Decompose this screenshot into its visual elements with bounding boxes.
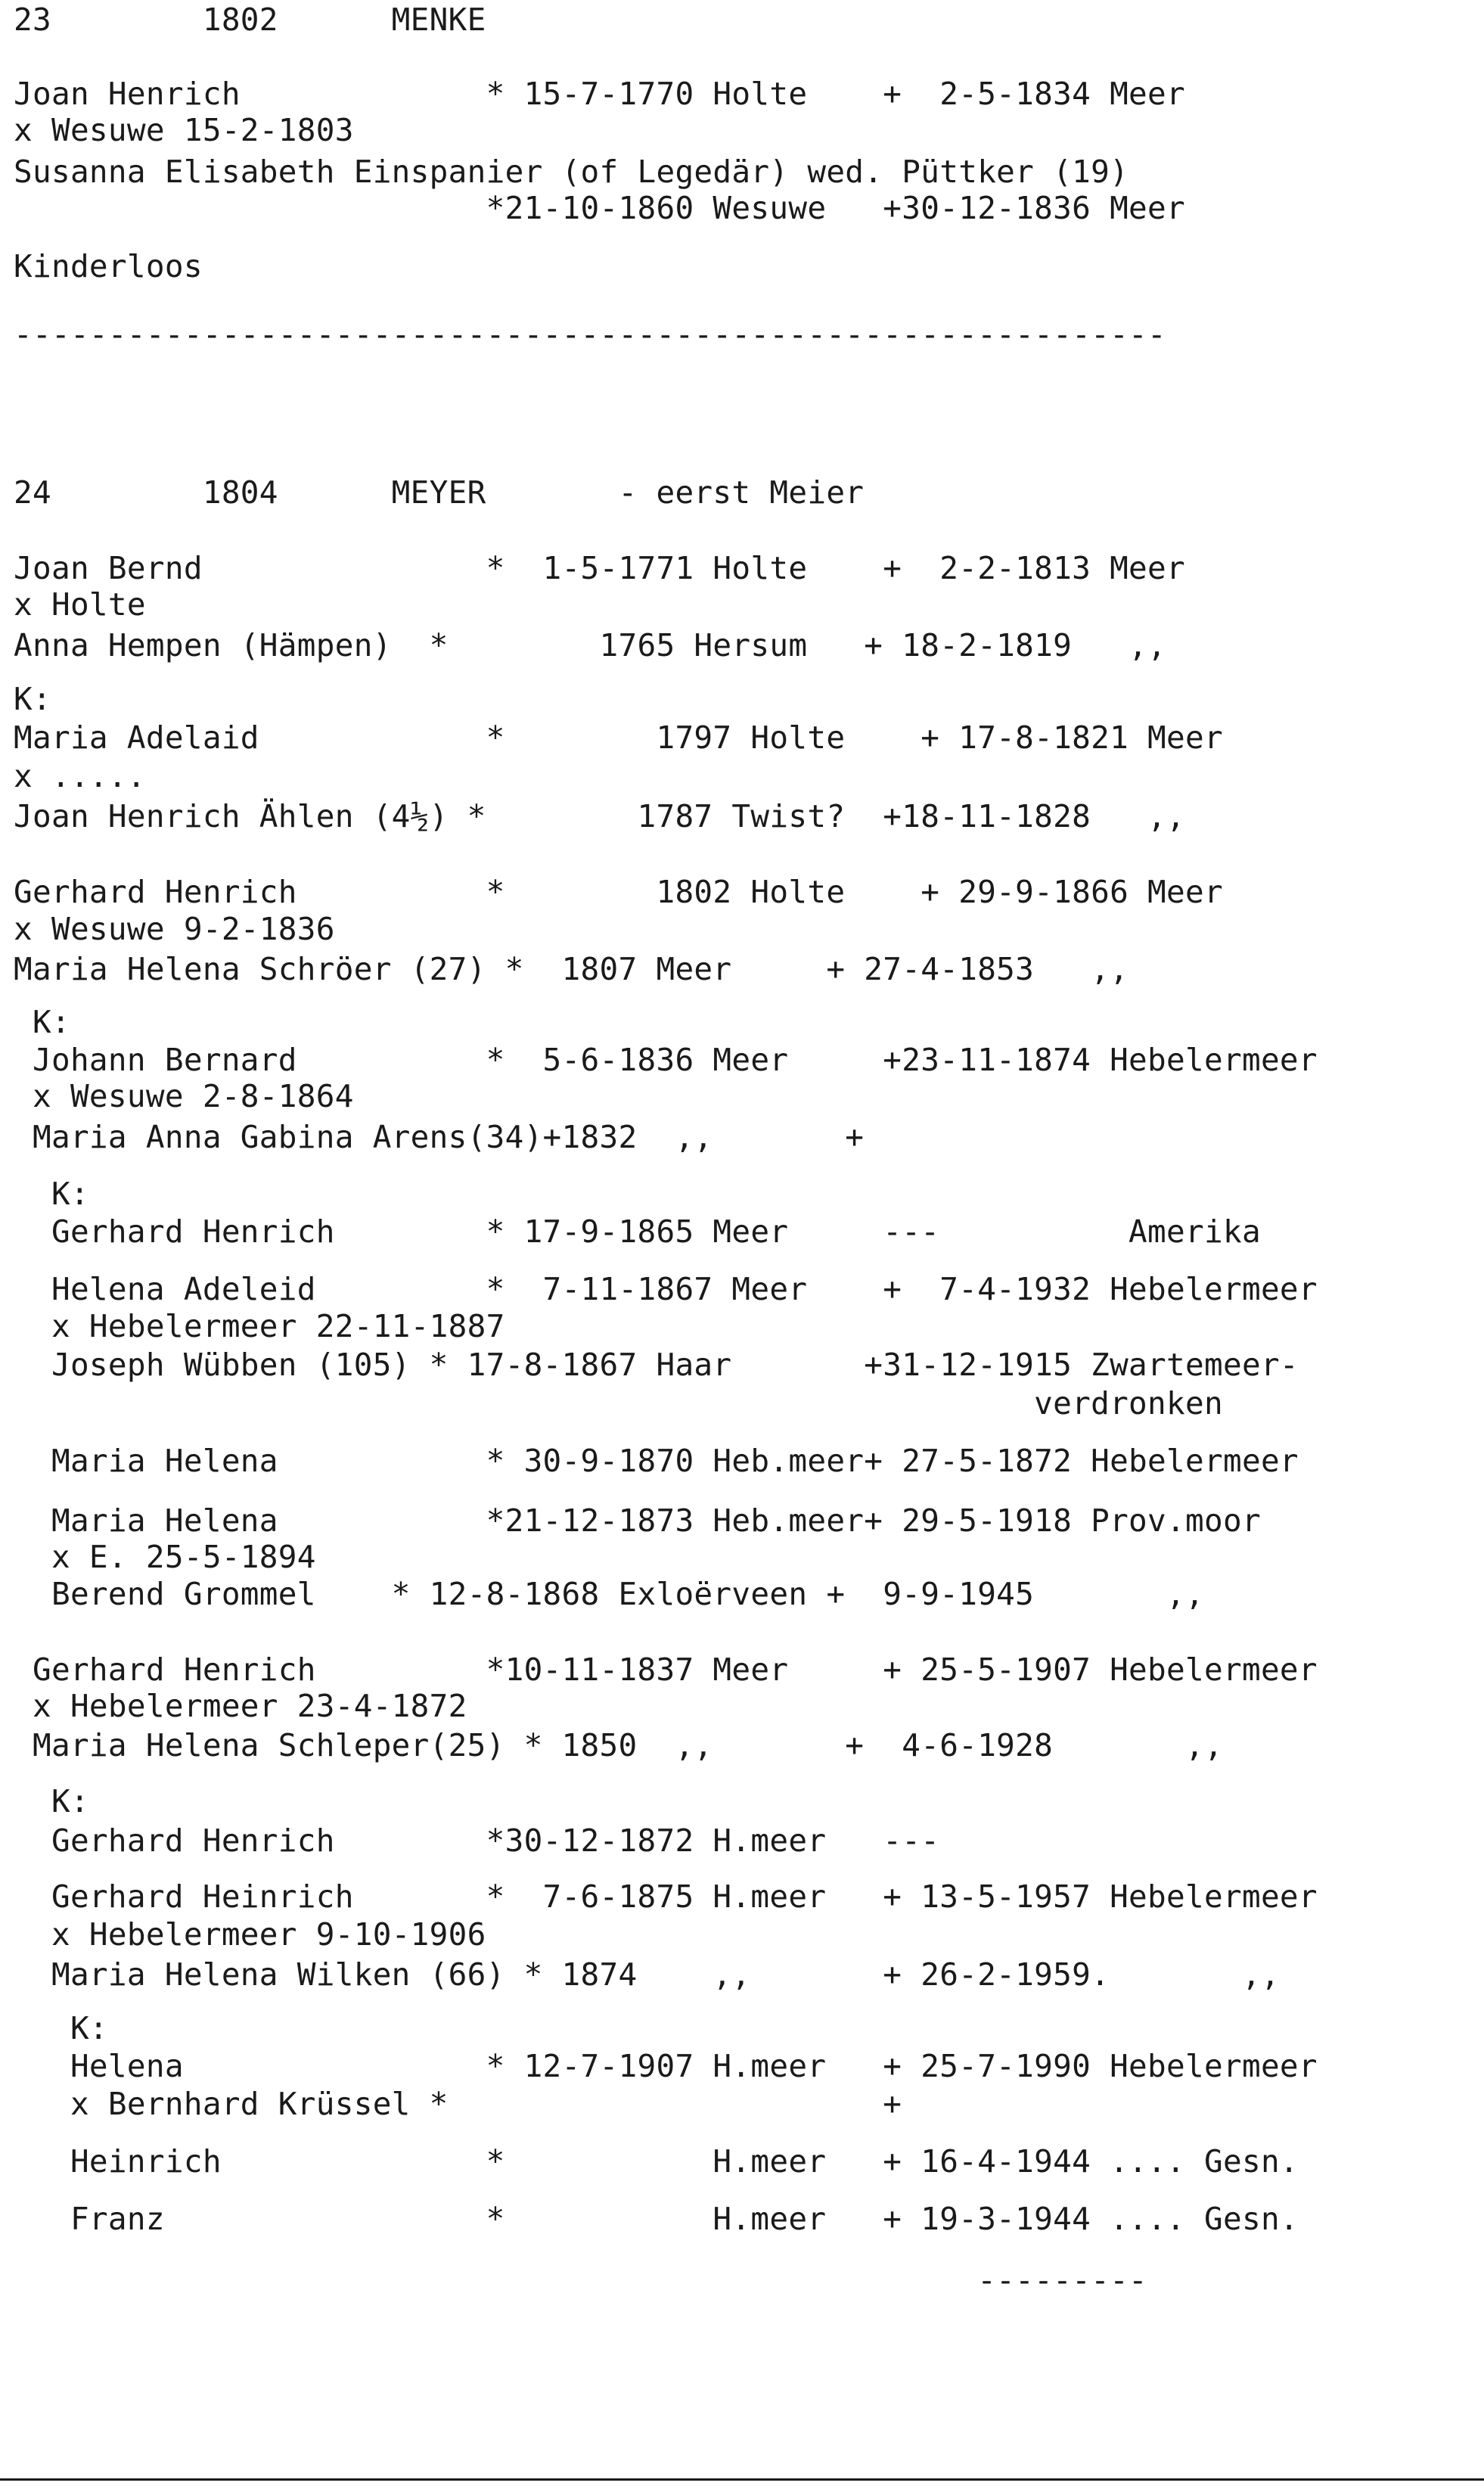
text-line: x Wesuwe 9-2-1836 — [14, 911, 335, 947]
bottom-rule — [0, 2478, 1484, 2481]
text-line: K: — [14, 1783, 89, 1819]
text-line: Joan Henrich Ählen (4½) * 1787 Twist? +18-11-1828 ,, — [14, 798, 1186, 834]
text-line: Gerhard Henrich * 17-9-1865 Meer --- Amerika — [14, 1213, 1261, 1250]
text-line: Joan Henrich * 15-7-1770 Holte + 2-5-1834 Meer — [14, 76, 1186, 112]
text-line: K: — [14, 2010, 108, 2046]
text-line: Joseph Wübben (105) * 17-8-1867 Haar +31-12-1915 Zwartemeer- — [14, 1347, 1299, 1383]
text-line: *21-10-1860 Wesuwe +30-12-1836 Meer — [14, 190, 1186, 226]
text-line: Maria Helena Schleper(25) * 1850 ,, + 4-6-1928 ,, — [14, 1727, 1223, 1763]
text-line: K: — [14, 1176, 89, 1212]
text-line: verdronken — [14, 1385, 1223, 1422]
text-line: x Wesuwe 15-2-1803 — [14, 112, 354, 148]
text-line: Kinderloos — [14, 248, 203, 284]
section-divider: ------------------------------------------------------------- — [14, 316, 1167, 353]
entry-23-header: 23 1802 MENKE — [14, 2, 486, 38]
text-line: x Hebelermeer 9-10-1906 — [14, 1916, 486, 1953]
text-line: x Wesuwe 2-8-1864 — [14, 1078, 354, 1114]
text-line: x ..... — [14, 758, 146, 794]
closing-dashes: --------- — [14, 2262, 1148, 2298]
text-line: x Hebelermeer 22-11-1887 — [14, 1308, 505, 1344]
text-line: Maria Helena * 30-9-1870 Heb.meer+ 27-5-1872 Hebelermeer — [14, 1443, 1299, 1479]
text-line: K: — [14, 681, 51, 717]
text-line: x Bernhard Krüssel * + — [14, 2086, 902, 2122]
text-line: x E. 25-5-1894 — [14, 1539, 316, 1575]
text-line: Maria Helena Wilken (66) * 1874 ,, + 26-2-1959. ,, — [14, 1956, 1280, 1993]
text-line: x Hebelermeer 23-4-1872 — [14, 1688, 467, 1724]
text-line: Heinrich * H.meer + 16-4-1944 .... Gesn. — [14, 2143, 1299, 2180]
entry-24-header: 24 1804 MEYER - eerst Meier — [14, 474, 865, 511]
text-line: Gerhard Henrich * 1802 Holte + 29-9-1866 Meer — [14, 874, 1223, 910]
text-line: Maria Helena Schröer (27) * 1807 Meer + 27-4-1853 ,, — [14, 951, 1129, 987]
text-line: Anna Hempen (Hämpen) * 1765 Hersum + 18-2-1819 ,, — [14, 627, 1167, 663]
text-line: Maria Adelaid * 1797 Holte + 17-8-1821 Meer — [14, 719, 1223, 756]
text-line: Gerhard Heinrich * 7-6-1875 H.meer + 13-5-1957 Hebelermeer — [14, 1878, 1318, 1915]
text-line: K: — [14, 1004, 70, 1040]
text-line: Joan Bernd * 1-5-1771 Holte + 2-2-1813 Meer — [14, 550, 1186, 586]
text-line: Franz * H.meer + 19-3-1944 .... Gesn. — [14, 2201, 1299, 2237]
text-line: Johann Bernard * 5-6-1836 Meer +23-11-1874 Hebelermeer — [14, 1042, 1318, 1078]
text-line: x Holte — [14, 586, 146, 623]
text-line: Gerhard Henrich *30-12-1872 H.meer --- — [14, 1822, 940, 1859]
text-line: Maria Anna Gabina Arens(34)+1832 ,, + — [14, 1119, 865, 1155]
text-line: Susanna Elisabeth Einspanier (of Legedär) wed. Püttker (19) — [14, 154, 1129, 190]
text-line: Helena Adeleid * 7-11-1867 Meer + 7-4-1932 Hebelermeer — [14, 1271, 1318, 1307]
text-line: Berend Grommel * 12-8-1868 Exloërveen + 9-9-1945 ,, — [14, 1576, 1204, 1612]
text-line: Helena * 12-7-1907 H.meer + 25-7-1990 Hebelermeer — [14, 2048, 1318, 2084]
text-line: Maria Helena *21-12-1873 Heb.meer+ 29-5-1918 Prov.moor — [14, 1502, 1261, 1539]
text-line: Gerhard Henrich *10-11-1837 Meer + 25-5-1907 Hebelermeer — [14, 1651, 1318, 1688]
